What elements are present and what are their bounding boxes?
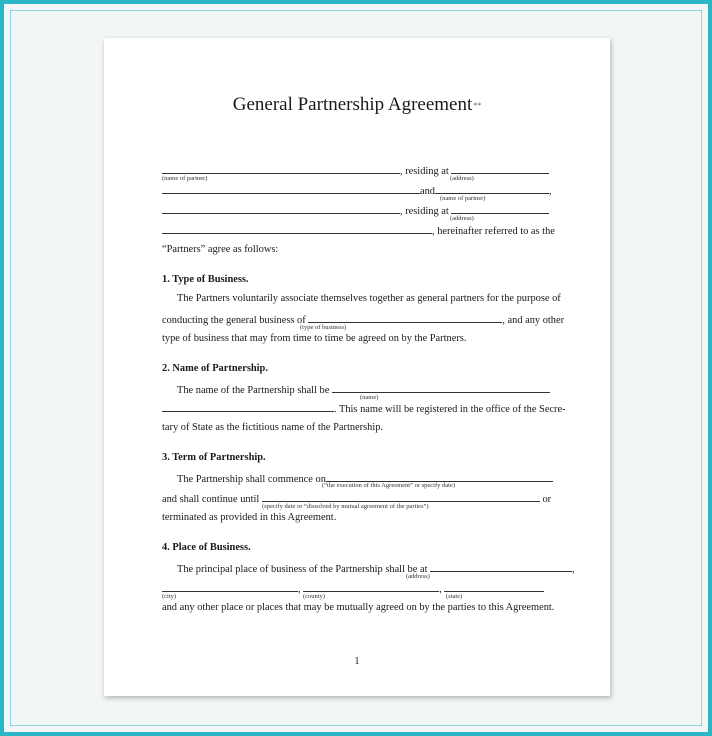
state-blank[interactable] (444, 582, 544, 592)
section-1-line-1: The Partners voluntarily associate themselves together as general partners for the purpose of (177, 293, 561, 304)
hint-address-1: (address) (450, 175, 474, 182)
and-label: and (420, 186, 436, 197)
residing-at-label-2: , residing at (400, 206, 449, 217)
intro-row-4 (162, 224, 555, 237)
partner-name-blank-2a[interactable] (162, 184, 420, 194)
comma-city: , (298, 584, 301, 595)
conducting-label: conducting the general business of (162, 315, 306, 326)
document-title-row (104, 94, 610, 116)
hint-specify-date: (specify date or “dissolved by mutual agreement of the parties”) (262, 503, 429, 510)
hint-city: (city) (162, 593, 177, 600)
intro-row-2 (162, 184, 552, 197)
section-2-heading: 2. Name of Partnership. (162, 363, 268, 374)
comma-label: , (549, 186, 552, 197)
any-other-label: , and any other (502, 315, 565, 326)
section-4-line-3: and any other place or places that may be mutually agreed on by the parties to this Agreement. (162, 602, 555, 613)
hint-address-3: (address) (406, 573, 430, 580)
intro-row-5: “Partners” agree as follows: (162, 244, 279, 255)
commence-on-label: The Partnership shall commence on (177, 474, 326, 485)
hint-type-of-business: (type of business) (300, 324, 347, 331)
section-2-line-2 (162, 402, 566, 415)
commence-date-blank[interactable] (326, 472, 553, 482)
section-4-line-2 (162, 582, 552, 595)
name-shall-be-label: The name of the Partnership shall be (177, 385, 330, 396)
intro-row-1 (162, 164, 552, 177)
partner-name-blank-4[interactable] (162, 224, 432, 234)
section-1-line-3: type of business that may from time to time be agreed on by the Partners. (162, 333, 467, 344)
partner-name-blank-1[interactable] (162, 164, 400, 174)
document-page (104, 38, 610, 696)
comma-label-2: , (572, 564, 575, 575)
section-2-line-3: tary of State as the fictitious name of the Partnership. (162, 422, 384, 433)
type-of-business-blank[interactable] (308, 313, 502, 323)
partnership-name-blank-2[interactable] (162, 402, 334, 412)
partner-name-blank-2b[interactable] (435, 184, 549, 194)
principal-place-label: The principal place of business of the Partnership shall be at (177, 564, 428, 575)
hint-county: (county) (303, 593, 326, 600)
city-blank[interactable] (162, 582, 298, 592)
partnership-name-blank[interactable] (332, 383, 550, 393)
hint-name-of-partner-1: (name of partner) (162, 175, 208, 182)
continue-until-label: and shall continue until (162, 494, 260, 505)
document-title: General Partnership Agreement (232, 94, 473, 115)
intro-row-3 (162, 204, 552, 217)
registered-label: . This name will be registered in the office of the Secre- (334, 404, 566, 415)
address-blank-1[interactable] (451, 164, 549, 174)
title-mark: ** (473, 101, 482, 111)
business-address-blank[interactable] (430, 562, 572, 572)
hereinafter-label: , hereinafter referred to as the (432, 226, 555, 237)
section-1-line-2 (162, 313, 565, 326)
hint-name-of-partner-2: (name of partner) (440, 195, 486, 202)
county-blank[interactable] (303, 582, 439, 592)
section-3-line-3: terminated as provided in this Agreement. (162, 512, 337, 523)
partner-name-blank-3[interactable] (162, 204, 400, 214)
section-3-heading: 3. Term of Partnership. (162, 452, 266, 463)
section-4-line-1 (177, 562, 575, 575)
address-blank-2[interactable] (451, 204, 549, 214)
hint-execution-date: (“the execution of this Agreement” or specify date) (322, 482, 456, 489)
comma-county: , (439, 584, 442, 595)
hint-name: (name) (360, 394, 379, 401)
hint-address-2: (address) (450, 215, 474, 222)
hint-state: (state) (446, 593, 463, 600)
section-4-heading: 4. Place of Business. (162, 542, 251, 553)
or-label: or (542, 494, 552, 505)
end-date-blank[interactable] (262, 492, 540, 502)
section-1-heading: 1. Type of Business. (162, 274, 249, 285)
page-number: 1 (354, 656, 360, 667)
residing-at-label-1: , residing at (400, 166, 449, 177)
